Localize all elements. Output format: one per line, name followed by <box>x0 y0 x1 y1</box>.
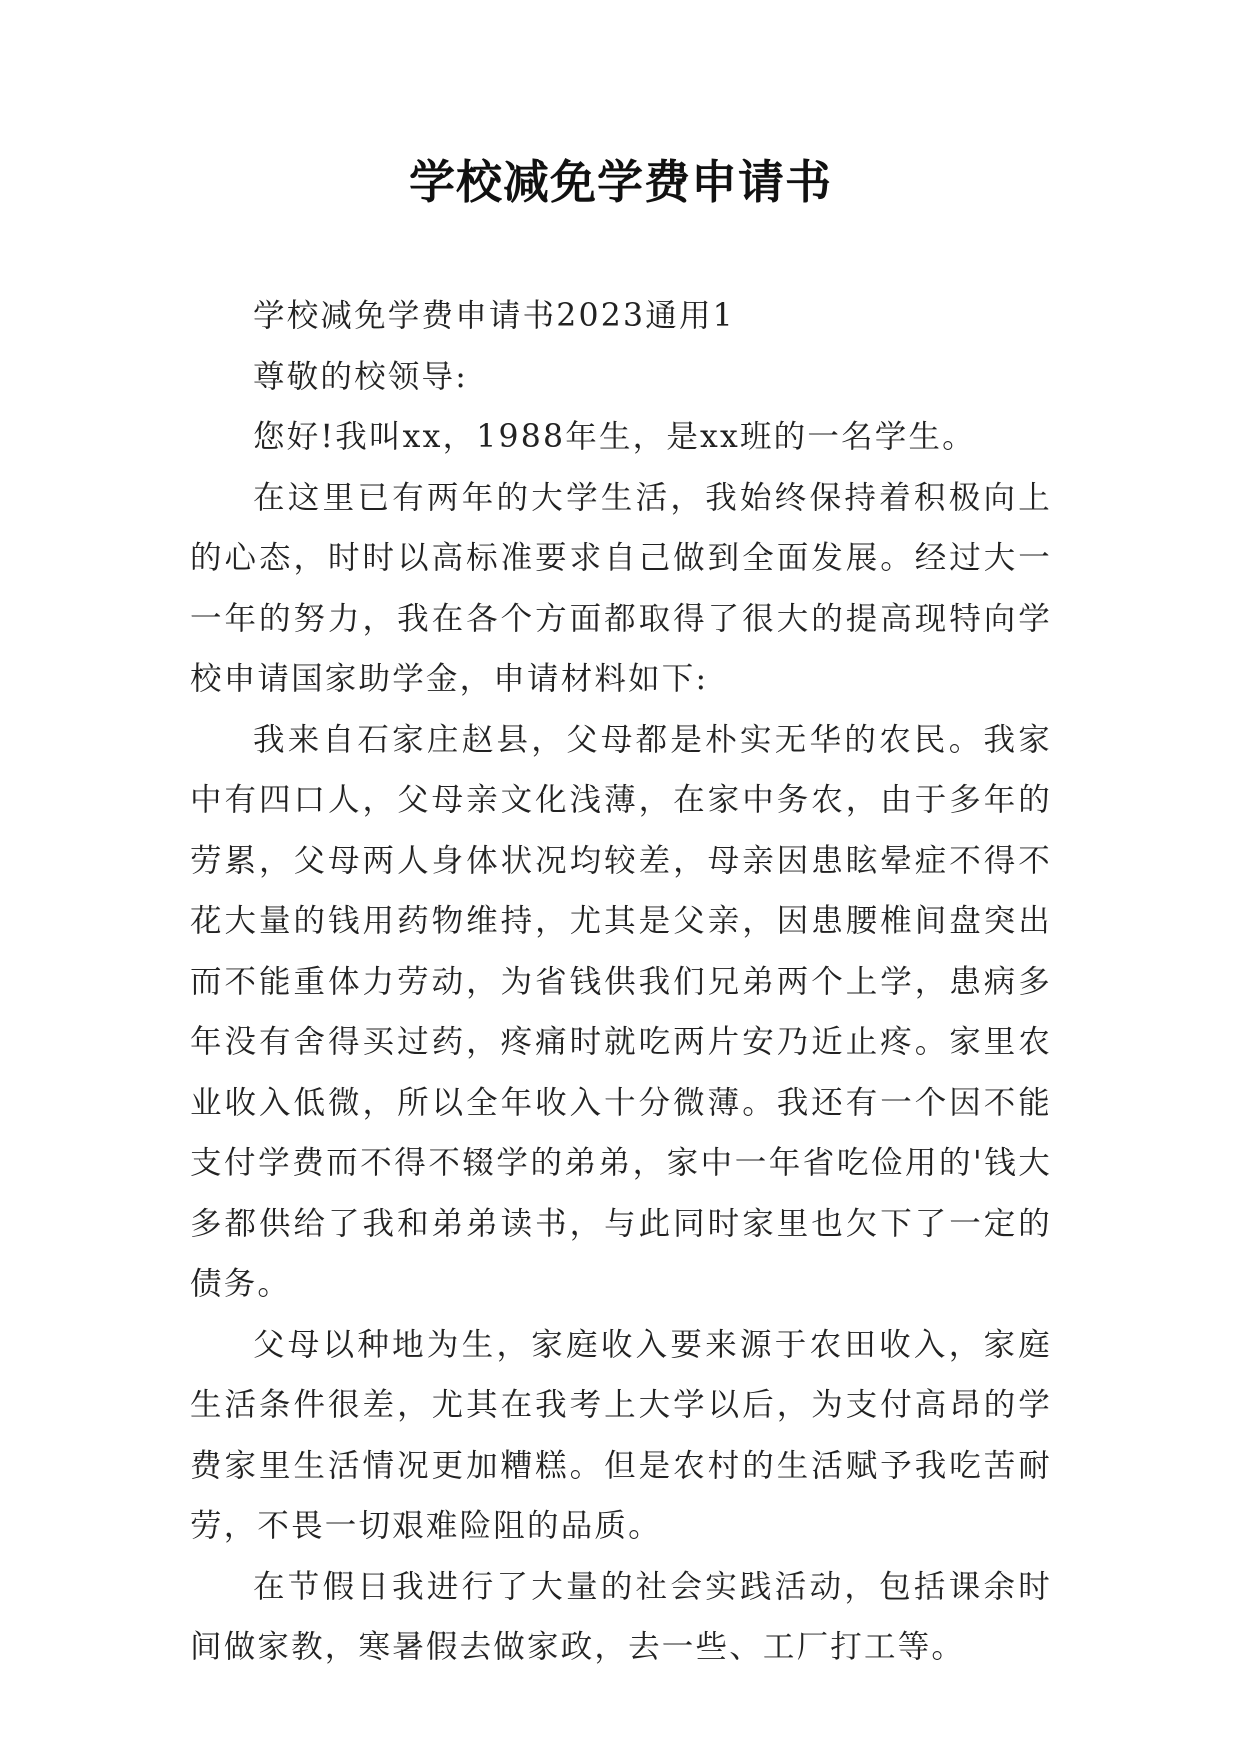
paragraph-living-conditions: 父母以种地为生，家庭收入要来源于农田收入，家庭生活条件很差，尤其在我考上大学以后，为支付高昂的学费家里生活情况更加糟糕。但是农村的生活赋予我吃苦耐劳，不畏一切艰难险阻的品质。 <box>190 1326 1052 1544</box>
paragraph-application-intro: 在这里已有两年的大学生活，我始终保持着积极向上的心态，时时以高标准要求自己做到全面发展。经过大一一年的努力，我在各个方面都取得了很大的提高现特向学校申请国家助学金，申请材料如下: <box>190 479 1052 697</box>
paragraph-salutation: 尊敬的校领导: <box>253 358 469 395</box>
paragraph-heading-line: 学校减免学费申请书2023通用1 <box>253 298 735 334</box>
document-title: 学校减免学费申请书 <box>409 155 832 209</box>
paragraph-family-background: 我来自石家庄赵县，父母都是朴实无华的农民。我家中有四口人，父母亲文化浅薄，在家中务农，由于多年的劳累，父母两人身体状况均较差，母亲因患眩晕症不得不花大量的钱用药物维持，尤其是父亲，因患腰椎间盘突出而不能重体力劳动，为省钱供我们兄弟两个上学，患病多年没有舍得买过药，疼痛时就吃两片安乃近止疼。家里农业收入低微，所以全年收入十分微薄。我还有一个因不能支付学费而不得不辍学的弟弟，家中一年省吃俭用的'钱大多都供给了我和弟弟读书，与此同时家里也欠下了一定的债务。 <box>190 721 1052 1302</box>
paragraph-social-practice: 在节假日我进行了大量的社会实践活动，包括课余时间做家教，寒暑假去做家政，去一些、工厂打工等。 <box>190 1568 1052 1665</box>
document-body <box>190 286 1052 1678</box>
paragraph-greeting: 您好!我叫xx，1988年生，是xx班的一名学生。 <box>253 419 976 455</box>
